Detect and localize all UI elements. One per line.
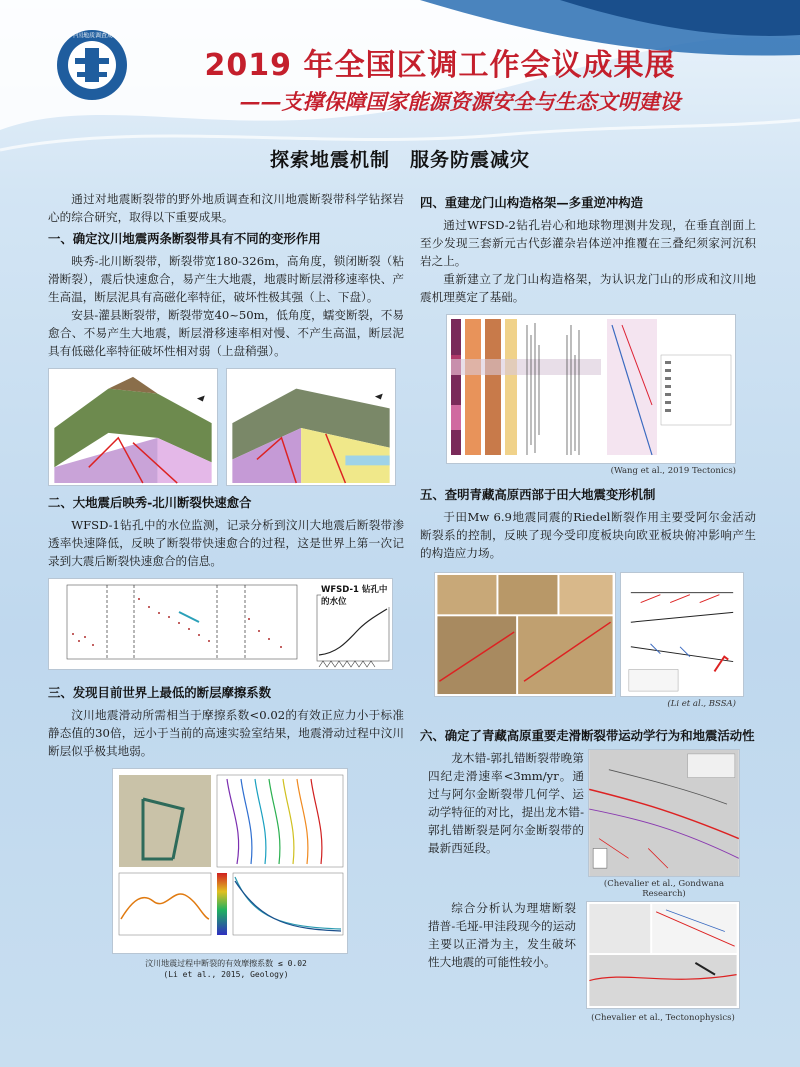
figure-6a-fault-map (588, 749, 740, 877)
figure-4-borehole-logs (446, 314, 736, 464)
section-4-paragraph-1: 通过WFSD-2钻孔岩心和地球物理测井发现，在垂直剖面上至少发现三套新元古代彭灌杂岩体逆冲推覆在三叠纪须家河沉积岩之上。 (420, 218, 756, 268)
section-6-paragraph-2: 综合分析认为理塘断裂措普-毛垭-甲洼段现今的运动主要以正滑为主，发生破坏性大地震的可能性较小。 (428, 901, 576, 969)
intro-text: 通过对地震断裂带的野外地质调查和汶川地震断裂带科学钻探岩心的综合研究，取得以下重要成果。 (48, 192, 404, 224)
figure-5-caption: (Li et al., BSSA) (667, 699, 736, 709)
friction-figure-panels (113, 769, 348, 954)
figure-5-riedel-faults (434, 572, 756, 697)
figure-6b-fault-map (586, 901, 740, 1009)
figure-3-caption-line-1: 汶川地震过程中断裂的有效摩擦系数 ≤ 0.02 (145, 959, 307, 968)
section-5-paragraph: 于田Mw 6.9地震同震的Riedel断裂作用主要受阿尔金活动断裂系的控制，反映了现今受印度板块向欧亚板块俯冲影响产生的构造应力场。 (420, 510, 756, 560)
figure-3-friction (112, 768, 348, 954)
figure-6b-caption: (Chevalier et al., Tectonophysics) (591, 1013, 735, 1023)
figure-1-block-diagrams (48, 368, 404, 486)
section-4-paragraph-2: 重新建立了龙门山构造格架，为认识龙门山的形成和汶川地震机理奠定了基础。 (420, 272, 756, 304)
right-column (420, 190, 756, 1067)
borehole-log-columns (447, 315, 736, 464)
riedel-mechanism-diagram (620, 572, 744, 697)
poster-subtitle: ——支撑保障国家能源资源安全与生态文明建设 (239, 89, 681, 114)
section-2-heading: 二、大地震后映秀-北川断裂快速愈合 (48, 495, 252, 510)
svg-text:中国地质调查局: 中国地质调查局 (70, 32, 114, 40)
cgs-logo (55, 28, 129, 102)
section-6-paragraph-1: 龙木错-郭扎错断裂带晚第四纪走滑速率<3mm/yr。通过与阿尔金断裂带几何学、运动学特征的对比，提出龙木错-郭扎错断裂是阿尔金断裂带的最新西延段。 (428, 751, 584, 855)
section-1-paragraph-2: 安县-灌县断裂带，断裂带宽40~50m，低角度，蠕变断裂，不易愈合、不易产生大地震，断层滑移速率相对慢、不产生高温，断层泥具有低磁化率特征破坏性相对弱（上盘稍强）。 (48, 308, 404, 358)
section-5-heading: 五、查明青藏高原西部于田大地震变形机制 (420, 487, 656, 502)
figure-3-caption-line-2: (Li et al., 2015, Geology) (163, 970, 289, 979)
section-6-body (420, 749, 756, 1067)
poster-headline: 探索地震机制 服务防震减灾 (269, 149, 530, 171)
block-diagram-left (48, 368, 218, 486)
section-1-paragraph-1: 映秀-北川断裂带，断裂带宽180-326m，高角度，锁闭断裂（粘滑断裂），震后快速愈合，易产生大地震，地震时断层滑移速率快、产生高温，断层泥具有高磁化率特征，破坏性极其强（上、下盘）。 (48, 254, 404, 304)
section-3-paragraph: 汶川地震滑动所需相当于摩擦系数<0.02的有效正应力小于标准静态值的30倍，远小于当前的高速实验室结果，地震滑动过程中汶川断层似乎极其地弱。 (48, 708, 404, 758)
figure-6a-caption: (Chevalier et al., Gondwana Research) (603, 879, 725, 899)
figure-2-water-level (48, 578, 393, 670)
poster-title: 2019 年全国区调工作会议成果展 (204, 48, 676, 83)
section-2-paragraph: WFSD-1钻孔中的水位监测，记录分析到汶川大地震后断裂带渗透率快速降低，反映了断裂带快速愈合的过程，这是世界上第一次记录到大震后断裂快速愈合的信息。 (48, 518, 404, 568)
figure-4-caption: (Wang et al., 2019 Tectonics) (610, 466, 736, 476)
block-diagram-right (226, 368, 396, 486)
riedel-field-photos (434, 572, 616, 697)
section-4-heading: 四、重建龙门山构造格架—多重逆冲构造 (420, 195, 644, 210)
section-6-heading: 六、确定了青藏高原重要走滑断裂带运动学行为和地震活动性 (420, 728, 755, 743)
water-level-inset-label: WFSD-1 钻孔中的水位 (321, 583, 392, 607)
section-3-heading: 三、发现目前世界上最低的断层摩擦系数 (48, 685, 272, 700)
section-1-heading: 一、确定汶川地震两条断裂带具有不同的变形作用 (48, 231, 321, 246)
left-column (48, 190, 404, 980)
